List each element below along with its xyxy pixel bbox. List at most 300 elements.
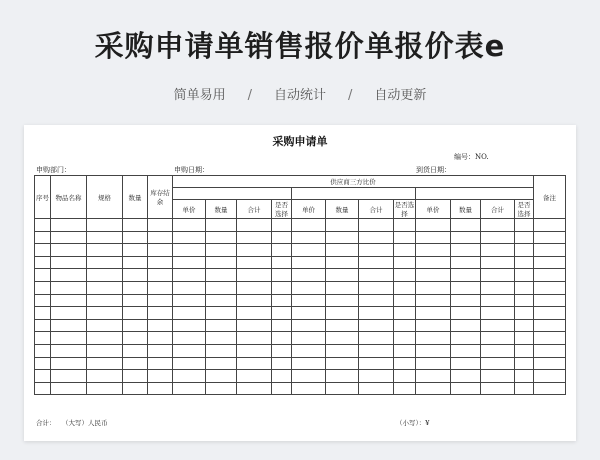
table-cell[interactable] (173, 357, 206, 370)
table-cell[interactable] (237, 269, 272, 282)
table-cell[interactable] (51, 256, 87, 269)
table-cell[interactable] (515, 357, 534, 370)
table-cell[interactable] (206, 219, 237, 232)
table-cell[interactable] (148, 307, 173, 320)
table-cell[interactable] (87, 382, 123, 395)
table-cell[interactable] (35, 319, 51, 332)
header-quantity: 数量 (326, 200, 359, 219)
table-cell[interactable] (515, 244, 534, 257)
table-cell[interactable] (206, 382, 237, 395)
table-cell[interactable] (51, 307, 87, 320)
table-cell[interactable] (51, 281, 87, 294)
table-cell[interactable] (481, 219, 515, 232)
table-cell[interactable] (359, 382, 394, 395)
table-cell[interactable] (359, 332, 394, 345)
table-cell[interactable] (148, 244, 173, 257)
table-cell[interactable] (148, 231, 173, 244)
table-cell[interactable] (123, 357, 148, 370)
table-cell[interactable] (416, 219, 451, 232)
table-cell[interactable] (35, 281, 51, 294)
table-cell[interactable] (206, 307, 237, 320)
header-unit-price: 单价 (416, 200, 451, 219)
table-cell[interactable] (237, 382, 272, 395)
table-cell[interactable] (534, 219, 566, 232)
table-cell[interactable] (237, 319, 272, 332)
table-cell[interactable] (394, 219, 416, 232)
header-remark: 备注 (534, 176, 566, 219)
table-cell[interactable] (534, 382, 566, 395)
table-cell[interactable] (292, 219, 326, 232)
table-cell[interactable] (416, 244, 451, 257)
table-row (35, 370, 566, 383)
table-cell[interactable] (481, 344, 515, 357)
table-cell[interactable] (123, 307, 148, 320)
table-cell[interactable] (326, 269, 359, 282)
table-cell[interactable] (148, 370, 173, 383)
table-cell[interactable] (292, 357, 326, 370)
table-cell[interactable] (515, 294, 534, 307)
table-cell[interactable] (272, 332, 292, 345)
table-cell[interactable] (416, 307, 451, 320)
table-cell[interactable] (123, 382, 148, 395)
header-spec: 规格 (87, 176, 123, 219)
table-cell[interactable] (173, 319, 206, 332)
table-cell[interactable] (206, 332, 237, 345)
table-cell[interactable] (272, 219, 292, 232)
table-cell[interactable] (206, 319, 237, 332)
table-cell[interactable] (326, 319, 359, 332)
table-cell[interactable] (87, 256, 123, 269)
table-cell[interactable] (481, 231, 515, 244)
table-cell[interactable] (206, 269, 237, 282)
table-cell[interactable] (394, 307, 416, 320)
table-row (35, 344, 566, 357)
table-cell[interactable] (35, 244, 51, 257)
table-cell[interactable] (359, 307, 394, 320)
table-cell[interactable] (416, 294, 451, 307)
table-cell[interactable] (35, 370, 51, 383)
table-row (35, 307, 566, 320)
table-cell[interactable] (237, 256, 272, 269)
table-cell[interactable] (148, 357, 173, 370)
table-cell[interactable] (35, 307, 51, 320)
table-cell[interactable] (394, 344, 416, 357)
table-cell[interactable] (148, 382, 173, 395)
table-cell[interactable] (326, 281, 359, 294)
table-cell[interactable] (416, 319, 451, 332)
table-cell[interactable] (359, 231, 394, 244)
table-cell[interactable] (35, 294, 51, 307)
table-cell[interactable] (481, 307, 515, 320)
table-cell[interactable] (481, 332, 515, 345)
table-cell[interactable] (237, 357, 272, 370)
table-cell[interactable] (481, 269, 515, 282)
header-unit-price: 单价 (292, 200, 326, 219)
form-sheet (24, 125, 576, 441)
table-cell[interactable] (451, 319, 481, 332)
table-row (35, 269, 566, 282)
table-cell[interactable] (359, 294, 394, 307)
table-cell[interactable] (123, 294, 148, 307)
tag-separator: / (348, 88, 353, 103)
table-cell[interactable] (123, 344, 148, 357)
table-cell[interactable] (292, 370, 326, 383)
table-cell[interactable] (51, 294, 87, 307)
table-row (35, 319, 566, 332)
table-cell[interactable] (534, 319, 566, 332)
table-cell[interactable] (148, 219, 173, 232)
table-cell[interactable] (292, 307, 326, 320)
table-cell[interactable] (451, 307, 481, 320)
table-cell[interactable] (359, 357, 394, 370)
table-cell[interactable] (534, 344, 566, 357)
table-cell[interactable] (326, 231, 359, 244)
table-cell[interactable] (206, 256, 237, 269)
table-cell[interactable] (416, 231, 451, 244)
table-cell[interactable] (394, 281, 416, 294)
table-cell[interactable] (451, 281, 481, 294)
table-cell[interactable] (481, 357, 515, 370)
table-cell[interactable] (326, 256, 359, 269)
table-cell[interactable] (237, 244, 272, 257)
table-cell[interactable] (237, 307, 272, 320)
table-cell[interactable] (35, 269, 51, 282)
table-cell[interactable] (173, 307, 206, 320)
table-cell[interactable] (272, 307, 292, 320)
table-cell[interactable] (87, 344, 123, 357)
header-quantity: 数量 (451, 200, 481, 219)
header-supplier-1 (173, 188, 292, 200)
table-cell[interactable] (206, 344, 237, 357)
table-cell[interactable] (173, 332, 206, 345)
table-cell[interactable] (515, 307, 534, 320)
table-cell[interactable] (326, 244, 359, 257)
table-cell[interactable] (51, 382, 87, 395)
header-choose: 是否选择 (515, 200, 534, 219)
table-cell[interactable] (206, 244, 237, 257)
table-cell[interactable] (237, 332, 272, 345)
table-cell[interactable] (272, 357, 292, 370)
table-cell[interactable] (237, 370, 272, 383)
table-cell[interactable] (394, 332, 416, 345)
table-cell[interactable] (51, 244, 87, 257)
table-cell[interactable] (51, 332, 87, 345)
table-cell[interactable] (206, 294, 237, 307)
table-cell[interactable] (451, 370, 481, 383)
table-cell[interactable] (515, 319, 534, 332)
table-cell[interactable] (206, 281, 237, 294)
table-cell[interactable] (35, 219, 51, 232)
table-cell[interactable] (359, 344, 394, 357)
table-cell[interactable] (451, 256, 481, 269)
table-cell[interactable] (326, 219, 359, 232)
table-cell[interactable] (515, 231, 534, 244)
table-cell[interactable] (87, 357, 123, 370)
table-cell[interactable] (416, 382, 451, 395)
header-total: 合计 (237, 200, 272, 219)
table-cell[interactable] (87, 332, 123, 345)
table-cell[interactable] (394, 382, 416, 395)
table-cell[interactable] (51, 269, 87, 282)
table-cell[interactable] (451, 231, 481, 244)
table-cell[interactable] (87, 307, 123, 320)
table-cell[interactable] (87, 281, 123, 294)
table-cell[interactable] (326, 332, 359, 345)
header-choose: 是否选择 (272, 200, 292, 219)
table-cell[interactable] (292, 269, 326, 282)
header-quantity: 数量 (206, 200, 237, 219)
table-cell[interactable] (326, 382, 359, 395)
table-cell[interactable] (416, 269, 451, 282)
table-row (35, 231, 566, 244)
table-cell[interactable] (359, 256, 394, 269)
table-cell[interactable] (359, 370, 394, 383)
table-cell[interactable] (206, 357, 237, 370)
table-cell[interactable] (272, 370, 292, 383)
table-cell[interactable] (272, 382, 292, 395)
table-cell[interactable] (534, 294, 566, 307)
table-cell[interactable] (451, 382, 481, 395)
table-cell[interactable] (237, 294, 272, 307)
table-cell[interactable] (173, 269, 206, 282)
table-cell[interactable] (206, 231, 237, 244)
table-cell[interactable] (394, 370, 416, 383)
table-cell[interactable] (173, 244, 206, 257)
table-cell[interactable] (148, 269, 173, 282)
table-cell[interactable] (173, 281, 206, 294)
table-cell[interactable] (394, 231, 416, 244)
header-item-name: 物品名称 (51, 176, 87, 219)
table-cell[interactable] (173, 370, 206, 383)
table-cell[interactable] (534, 307, 566, 320)
table-cell[interactable] (481, 294, 515, 307)
table-cell[interactable] (534, 281, 566, 294)
table-cell[interactable] (87, 370, 123, 383)
header-supplier-3 (416, 188, 534, 200)
table-cell[interactable] (481, 256, 515, 269)
table-cell[interactable] (515, 281, 534, 294)
table-cell[interactable] (123, 319, 148, 332)
table-cell[interactable] (515, 332, 534, 345)
table-cell[interactable] (416, 370, 451, 383)
table-cell[interactable] (87, 219, 123, 232)
table-cell[interactable] (416, 357, 451, 370)
table-cell[interactable] (272, 344, 292, 357)
table-cell[interactable] (272, 294, 292, 307)
table-cell[interactable] (534, 370, 566, 383)
table-cell[interactable] (534, 244, 566, 257)
arrival-label: 到货日期： (416, 166, 451, 174)
table-cell[interactable] (292, 244, 326, 257)
table-cell[interactable] (51, 231, 87, 244)
table-cell[interactable] (534, 256, 566, 269)
table-cell[interactable] (394, 294, 416, 307)
table-cell[interactable] (451, 219, 481, 232)
table-cell[interactable] (515, 269, 534, 282)
table-cell[interactable] (481, 370, 515, 383)
table-cell[interactable] (123, 269, 148, 282)
table-row (35, 294, 566, 307)
table-cell[interactable] (272, 231, 292, 244)
table-cell[interactable] (123, 256, 148, 269)
table-cell[interactable] (173, 256, 206, 269)
table-cell[interactable] (87, 294, 123, 307)
table-cell[interactable] (292, 256, 326, 269)
table-cell[interactable] (173, 382, 206, 395)
table-cell[interactable] (148, 294, 173, 307)
table-cell[interactable] (35, 382, 51, 395)
table-cell[interactable] (87, 231, 123, 244)
table-cell[interactable] (359, 281, 394, 294)
table-cell[interactable] (515, 382, 534, 395)
table-cell[interactable] (35, 357, 51, 370)
tag-auto-update: 自动更新 (374, 88, 427, 103)
table-cell[interactable] (534, 231, 566, 244)
table-cell[interactable] (451, 344, 481, 357)
table-cell[interactable] (394, 269, 416, 282)
table-cell[interactable] (292, 382, 326, 395)
tag-easy: 简单易用 (173, 88, 226, 103)
table-cell[interactable] (272, 319, 292, 332)
tag-auto-stat: 自动统计 (273, 88, 326, 103)
form-title: 采购申请单 (272, 135, 328, 148)
table-cell[interactable] (515, 344, 534, 357)
table-cell[interactable] (515, 256, 534, 269)
header-total: 合计 (359, 200, 394, 219)
table-row (35, 382, 566, 395)
table-cell[interactable] (173, 231, 206, 244)
table-cell[interactable] (326, 357, 359, 370)
table-cell[interactable] (359, 219, 394, 232)
table-row (35, 281, 566, 294)
feature-tags (0, 84, 600, 103)
header-unit-price: 单价 (173, 200, 206, 219)
table-cell[interactable] (35, 344, 51, 357)
table-cell[interactable] (515, 370, 534, 383)
table-cell[interactable] (534, 332, 566, 345)
table-cell[interactable] (326, 294, 359, 307)
table-cell[interactable] (51, 370, 87, 383)
table-cell[interactable] (481, 382, 515, 395)
table-cell[interactable] (237, 281, 272, 294)
table-cell[interactable] (292, 294, 326, 307)
table-cell[interactable] (237, 344, 272, 357)
table-cell[interactable] (534, 269, 566, 282)
table-cell[interactable] (35, 256, 51, 269)
table-cell[interactable] (173, 294, 206, 307)
table-cell[interactable] (123, 219, 148, 232)
header-choose: 是否选择 (394, 201, 415, 218)
footer-lower-label: （小写）：¥ (396, 419, 430, 427)
table-cell[interactable] (237, 231, 272, 244)
table-cell[interactable] (123, 231, 148, 244)
header-total: 合计 (481, 200, 515, 219)
table-cell[interactable] (394, 357, 416, 370)
table-cell[interactable] (123, 370, 148, 383)
table-cell[interactable] (206, 370, 237, 383)
table-cell[interactable] (35, 231, 51, 244)
table-cell[interactable] (148, 344, 173, 357)
table-cell[interactable] (35, 332, 51, 345)
header-supplier-compare: 供应商三方比价 (173, 176, 534, 188)
table-cell[interactable] (515, 219, 534, 232)
date-label: 申购日期： (174, 166, 209, 174)
table-cell[interactable] (394, 244, 416, 257)
table-cell[interactable] (359, 269, 394, 282)
table-cell[interactable] (451, 357, 481, 370)
header-stock: 库存结余 (148, 176, 173, 219)
table-cell[interactable] (123, 332, 148, 345)
table-cell[interactable] (416, 344, 451, 357)
table-cell[interactable] (481, 281, 515, 294)
table-cell[interactable] (51, 344, 87, 357)
table-cell[interactable] (326, 370, 359, 383)
table-cell[interactable] (359, 319, 394, 332)
dept-label: 申购部门： (36, 166, 71, 174)
table-cell[interactable] (148, 256, 173, 269)
table-cell[interactable] (451, 332, 481, 345)
table-cell[interactable] (292, 344, 326, 357)
table-cell[interactable] (416, 332, 451, 345)
table-cell[interactable] (237, 219, 272, 232)
table-cell[interactable] (51, 219, 87, 232)
table-cell[interactable] (292, 231, 326, 244)
table-cell[interactable] (51, 319, 87, 332)
table-cell[interactable] (394, 256, 416, 269)
table-cell[interactable] (394, 319, 416, 332)
table-cell[interactable] (148, 281, 173, 294)
table-cell[interactable] (292, 332, 326, 345)
table-cell[interactable] (534, 357, 566, 370)
table-cell[interactable] (51, 357, 87, 370)
table-cell[interactable] (359, 244, 394, 257)
table-cell[interactable] (173, 344, 206, 357)
table-cell[interactable] (148, 332, 173, 345)
header-supplier-2 (292, 188, 416, 200)
table-cell[interactable] (87, 269, 123, 282)
table-cell[interactable] (272, 256, 292, 269)
table-cell[interactable] (451, 294, 481, 307)
footer-total-label: 合计： (36, 419, 56, 427)
table-cell[interactable] (451, 244, 481, 257)
header-seq: 序号 (35, 176, 51, 219)
table-cell[interactable] (292, 281, 326, 294)
table-cell[interactable] (326, 344, 359, 357)
table-cell[interactable] (123, 281, 148, 294)
table-cell[interactable] (416, 281, 451, 294)
table-cell[interactable] (416, 256, 451, 269)
purchase-table (34, 175, 566, 395)
table-cell[interactable] (326, 307, 359, 320)
table-row (35, 256, 566, 269)
table-cell[interactable] (123, 244, 148, 257)
table-cell[interactable] (451, 269, 481, 282)
table-row (35, 219, 566, 232)
table-cell[interactable] (173, 219, 206, 232)
table-cell[interactable] (272, 269, 292, 282)
table-cell[interactable] (481, 244, 515, 257)
table-cell[interactable] (87, 319, 123, 332)
table-cell[interactable] (272, 244, 292, 257)
table-cell[interactable] (148, 319, 173, 332)
footer-upper-label: （大写）人民币 (62, 419, 108, 427)
table-cell[interactable] (272, 281, 292, 294)
header-qty: 数量 (123, 176, 148, 219)
table-row (35, 332, 566, 345)
table-cell[interactable] (292, 319, 326, 332)
table-cell[interactable] (481, 319, 515, 332)
table-cell[interactable] (87, 244, 123, 257)
